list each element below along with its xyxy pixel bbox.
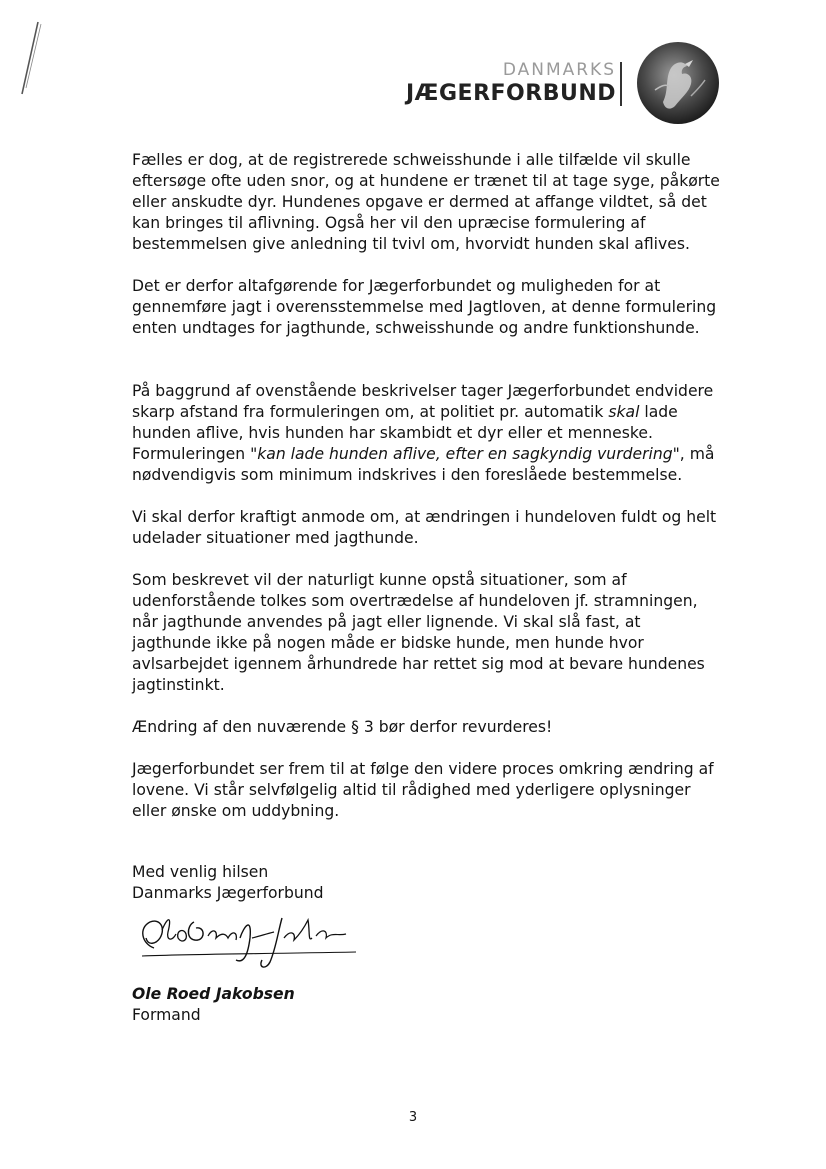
paragraph-anmodning: Vi skal derfor kraftigt anmode om, at ændringen i hundeloven fuldt og helt udelader situationer med jagthunde. — [132, 508, 717, 547]
letter-body — [132, 150, 722, 1026]
signer-title: Formand — [132, 1006, 201, 1024]
logo-text-jaegerforbund: JÆGERFORBUND — [405, 81, 616, 106]
paragraph-formulering-part2: lade hunden aflive, hvis hunden har skambidt et dyr eller et menneske. Formuleringen — [132, 403, 678, 463]
logo-divider — [620, 62, 622, 106]
logo-text-danmarks: DANMARKS — [502, 60, 616, 80]
emphasis-quote: "kan lade hunden aflive, efter en sagkyndig vurdering" — [250, 445, 680, 463]
paragraph-formulering — [132, 381, 722, 486]
closing-organization: Danmarks Jægerforbund — [132, 884, 324, 902]
bird-emblem-icon — [635, 40, 721, 126]
signer-name: Ole Roed Jakobsen — [132, 985, 295, 1003]
closing-greeting: Med venlig hilsen — [132, 863, 269, 881]
paragraph-formulering-part1: På baggrund af ovenstående beskrivelser tager Jægerforbundet endvidere skarp afstand fra formuleringen om, at politiet pr. automatik — [132, 382, 714, 421]
paragraph-schweisshunde: Fælles er dog, at de registrerede schweisshunde i alle tilfælde vil skulle eftersøge ofte uden snor, og at hundene er trænet til at tage syge, påkørte eller anskudte dyr. Hundenes opgave er dermed at affange vildtet, så det kan bringes til aflivning. Også her vil den upræcise formulering af bestemmelsen give anledning til tvivl om, hvorvidt hunden skal aflives. — [132, 151, 720, 253]
scan-mark — [8, 18, 48, 98]
paragraph-altafgoerende: Det er derfor altafgørende for Jægerforbundet og muligheden for at gennemføre jagt i overensstemmelse med Jagtloven, at denne formulering enten undtages for jagthunde, schweisshunde og andre funktionshunde. — [132, 277, 717, 337]
paragraph-formulering-part3: , må nødvendigvis som minimum indskrives i den foreslåede bestemmelse. — [132, 445, 715, 484]
paragraph-proces: Jægerforbundet ser frem til at følge den videre proces omkring ændring af lovene. Vi står selvfølgelig altid til rådighed med yderligere oplysninger eller ønske om uddybning. — [132, 760, 714, 820]
paragraph-jagthunde: Som beskrevet vil der naturligt kunne opstå situationer, som af udenforstående tolkes som overtrædelse af hundeloven jf. stramningen, når jagthunde anvendes på jagt eller lignende. Vi skal slå fast, at jagthunde ikke på nogen måde er bidske hunde, men hunde hvor avlsarbejdet igennem århundrede har rettet sig mod at bevare hundenes jagtinstinkt. — [132, 571, 705, 694]
emphasis-skal: skal — [608, 403, 640, 421]
paragraph-paragraf-3: Ændring af den nuværende § 3 bør derfor revurderes! — [132, 718, 553, 736]
letterhead-logo — [405, 40, 720, 125]
handwritten-signature — [132, 908, 362, 980]
page-number: 3 — [408, 1110, 418, 1125]
